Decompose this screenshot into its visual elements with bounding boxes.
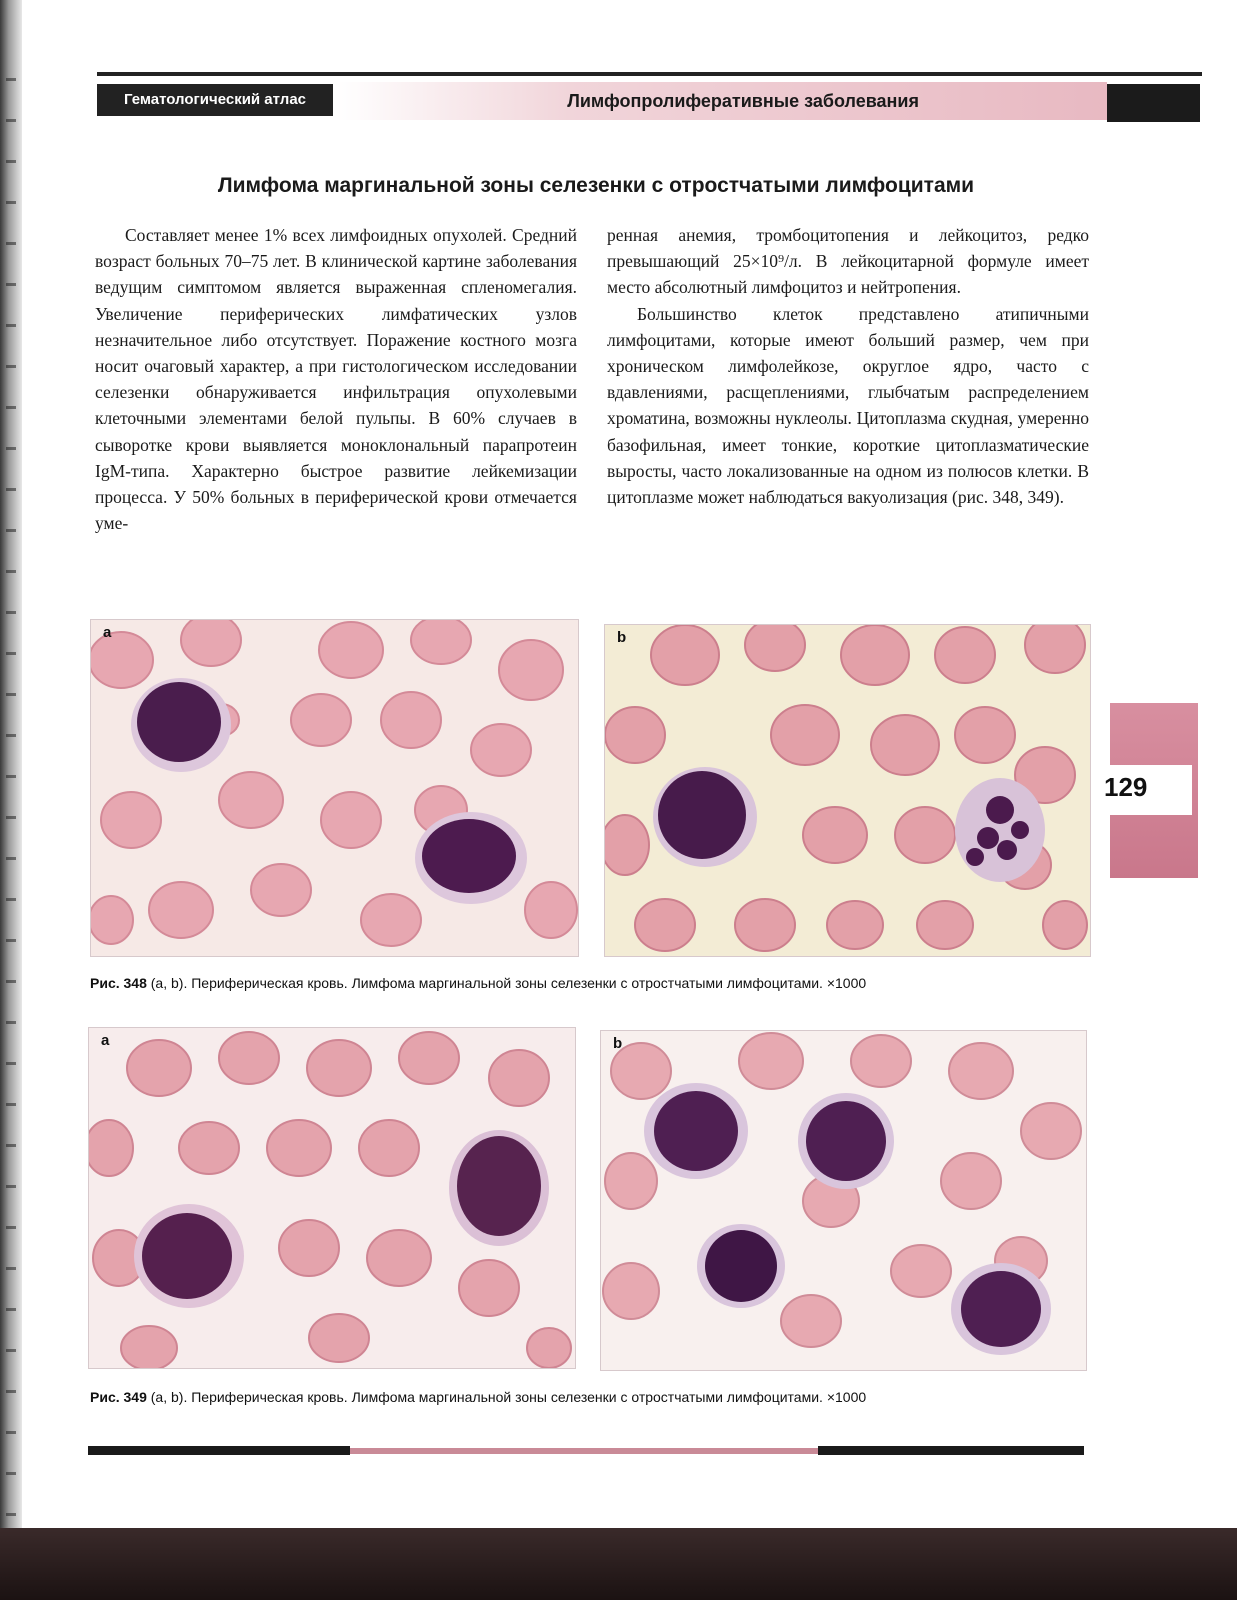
text-column-left bbox=[95, 222, 577, 536]
micrograph-348b bbox=[604, 624, 1091, 957]
micrograph-348b-image bbox=[605, 625, 1090, 956]
micrograph-349b bbox=[600, 1030, 1087, 1371]
micrograph-348a-image bbox=[91, 620, 578, 956]
text-column-right bbox=[607, 222, 1089, 510]
micrograph-349a-image bbox=[89, 1028, 575, 1368]
header-rule bbox=[97, 72, 1202, 76]
paragraph: Составляет менее 1% всех лимфоидных опухолей. Средний возраст больных 70–75 лет. В клинической картине заболевания ведущим симптомом является выраженная спленомегалия. Увеличение периферических лимфатических узлов незначительное либо отсутствует. Поражение костного мозга носит очаговый характер, а при гистологическом исследовании селезенки обнаруживается инфильтрация опухолевыми клеточными элементами белой пульпы. В 60% случаев в сыворотке крови выявляется моноклональный парапротеин IgM-типа. Характерно быстрое развитие лейкемизации процесса. У 50% больных в периферической крови отмечается уме- bbox=[95, 225, 577, 534]
micrograph-349a bbox=[88, 1027, 576, 1369]
caption-number: Рис. 348 bbox=[90, 975, 147, 991]
caption-fig348 bbox=[90, 975, 866, 991]
panel-label-b: b bbox=[617, 629, 627, 646]
footer-rule bbox=[88, 1446, 1084, 1456]
footer-rule-left bbox=[88, 1446, 350, 1455]
atlas-label: Гематологический атлас bbox=[97, 84, 333, 116]
section-title: Лимфопролиферативные заболевания bbox=[337, 82, 1107, 120]
panel-label-a: a bbox=[101, 1032, 110, 1049]
paragraph: ренная анемия, тромбоцитопения и лейкоцитоз, редко превышающий 25×10⁹/л. В лейкоцитарной формуле имеет место абсолютный лимфоцитоз и нейтропения. bbox=[607, 225, 1089, 298]
article-title: Лимфома маргинальной зоны селезенки с отростчатыми лимфоцитами bbox=[217, 174, 975, 197]
header-black-block bbox=[1107, 84, 1200, 122]
paragraph: Большинство клеток представлено атипичными лимфоцитами, которые имеют больший размер, чем при хроническом лимфолейкозе, округлое ядро, часто с вдавлениями, расщеплениями, глыбчатым распределением хроматина, возможны нуклеолы. Цитоплазма скудная, умеренно базофильная, имеет тонкие, короткие цитоплазматические выросты, часто локализованные на одном из полюсов клетки. В цитоплазме может наблюдаться вакуолизация (рис. 348, 349). bbox=[607, 303, 1089, 508]
caption-number: Рис. 349 bbox=[90, 1389, 147, 1405]
page-number: 129 bbox=[1104, 772, 1148, 802]
caption-text: (a, b). Периферическая кровь. Лимфома маргинальной зоны селезенки с отростчатыми лимфоцитами. ×1000 bbox=[146, 975, 867, 991]
caption-fig349 bbox=[90, 1389, 866, 1405]
micrograph-349b-image bbox=[601, 1031, 1086, 1370]
panel-label-a: a bbox=[103, 624, 112, 641]
binding-ticks bbox=[6, 40, 16, 1520]
panel-label-b: b bbox=[613, 1035, 623, 1052]
scan-bottom-edge bbox=[0, 1528, 1237, 1600]
footer-rule-right bbox=[818, 1446, 1084, 1455]
micrograph-348a bbox=[90, 619, 579, 957]
caption-text: (a, b). Периферическая кровь. Лимфома маргинальной зоны селезенки с отростчатыми лимфоцитами. ×1000 bbox=[146, 1389, 867, 1405]
footer-rule-middle bbox=[350, 1448, 818, 1454]
